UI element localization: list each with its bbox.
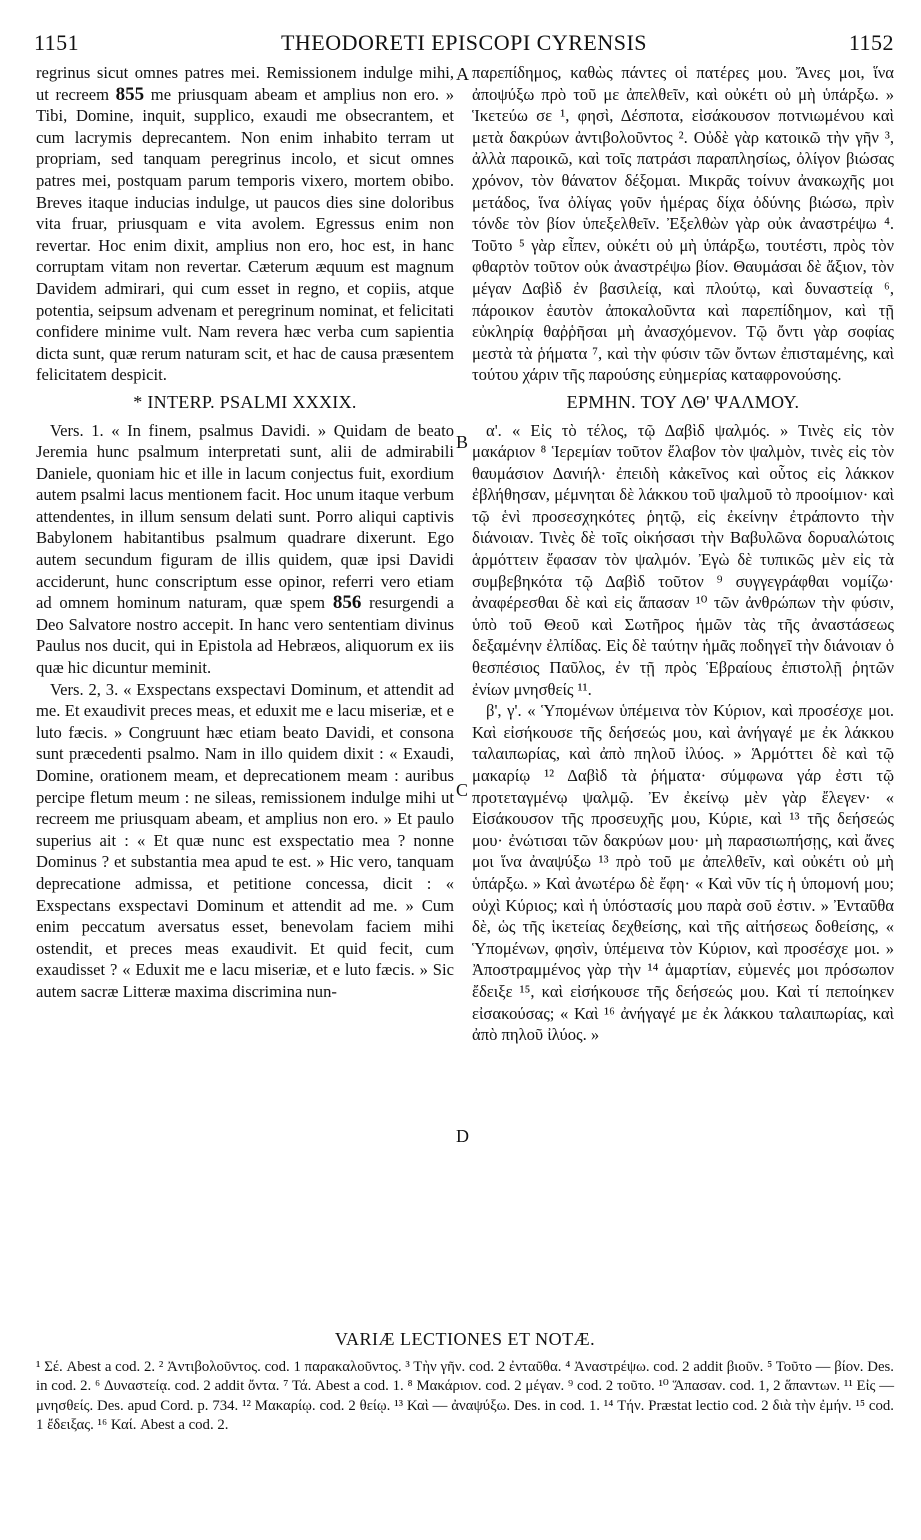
notes-heading: VARIÆ LECTIONES ET NOTÆ. [334,1329,596,1349]
greek-paragraph-1: παρεπίδημος, καθὼς πάντες οἱ πατέρες μου. Ἄνες μοι, ἵνα ἀποψύξω πρὸ τοῦ με ἀπελθεῖν, καὶ οὐκέτι οὐ μὴ ὑπάρξω. » Ἱκετεύω σε ¹, φησὶ, Δέσποτα, εἰσάκουσον ποτνιωμένου καὶ μετὰ δακρύων ἀντιβολοῦντος ². Οὐδὲ γὰρ κατοικῶ τὴν γῆν ³, ἀλλὰ παροικῶ, καὶ τοῖς πατράσι παραπλησίως, ὀλίγον βιώσας χρόνον, τὸν θάνατον δέξομαι. Μικρᾶς τοίνυν ἀνακωχῆς μοι μετάδος, ἵνα ὀλίγας γοῦν ἡμέρας δίχα ὀδύνης βιώσω, πρὶν τόνδε τὸν βίον ὑπεξελθεῖν. Ἐξελθὼν γὰρ οὐκ ἀναστρέψω ⁴. Τοῦτο ⁵ γὰρ εἶπεν, οὐκέτι οὐ μὴ ὑπάρξω, τουτέστι, πρὸς τὸν φθαρτὸν τοῦτον οὐκ ἀναστρέψω βίον. Θαυμάσαι δὲ ἄξιον, τὸν μέγαν Δαβὶδ ἐν βασιλείᾳ, καὶ πλούτῳ, καὶ δυναστείᾳ ⁶, πάροικον ἑαυτὸν ἀποκαλοῦντα καὶ παρεπίδημον, καὶ τῇ εὐκληρίᾳ θαῤῥῆσαι μὴ ἀνασχόμενον. Τῷ ὄντι γὰρ σοφίας μεστὰ τὰ ῥήματα ⁷, καὶ τὴν φύσιν τῶν ὄντων ἐπισταμένης, καὶ τούτου χάριν τῆς παρούσης εὐημερίας καταφρονούσης. [472,63,894,385]
running-title: THEODORETI EPISCOPI CYRENSIS [280,30,648,55]
margin-marker-b: B [456,432,469,452]
latin-text: me priusquam abeam et amplius non ero. » Tibi, Domine, inquit, supplico, exaudi me obsecrantem, et cum lacrymis deprecantem. Non enim inhabito terram ut propriam, sed tanquam peregrinus incolo, et sicut omnes patres mei, postquam parum temporis vixero, mortem obibo. Breves itaque inducias indulge, ut paucos dies sine doloribus vita fruar, priusquam e vita avolem. Egressus enim non revertar. Hoc enim dixit, amplius non ero, hoc est, in hanc corruptam vitam non revertar. Cæterum æquum est magnum Davidem admirari, qui cum esset in regno, et copiis, atque potentia, seipsum advenam et peregrinum nominat, et felicitati confidere minime vult. Nam revera hæc verba cum sapientia dicta sunt, quæ rerum naturam scit, et hac de causa præsentem felicitatem despicit. [36,84,455,385]
margin-marker-c: C [456,780,469,800]
page-number-right: 1152 [848,30,894,55]
running-header [34,30,894,60]
marginal-number: 855 [115,83,145,105]
latin-paragraph-3: Vers. 2, 3. « Exspectans exspectavi Dominum, et attendit ad me. Et exaudivit preces meas, et eduxit me e lacu miseriæ, et e luto fæcis. » Congruunt hæc etiam beato Davidi, et consona sunt præcedenti psalmo. Nam in illo quidem dixit : « Exaudi, Domine, orationem meam, et deprecationem meam : auribus percipe fletum meum : ne sileas, remissionem indulge mihi ut recreem me priusquam abeam, et amplius non ero. » Et paulo superius ait : « Et quæ nunc est exspectatio mea ? nonne Dominus ? et substantia mea apud te est. » Hic vero, tanquam deprecatione admissa, et petitione concessa, dicit : « Exspectans exspectavi Dominum et attendit ad me. » Cum enim peccatum aversatus esset, benevolam faciem mihi ostendit, et preces meas exaudivit. Et quid fecit, cum exaudisset ? « Eduxit me e lacu miseriæ, et e luto fæcis. » Sic autem sacræ Litteræ maxima discrimina nun- [36,679,454,1001]
greek-column [472,62,894,1046]
latin-column [36,62,454,1003]
notes-text: ¹ Σέ. Abest a cod. 2. ² Ἀντιβολοῦντος. cod. 1 παρακαλοῦντος. ³ Τὴν γῆν. cod. 2 ἐνταῦθα. ⁴ Ἀναστρέψω. cod. 2 addit βιοῦν. ⁵ Τοῦτο — βίον. Des. in cod. 2. ⁶ Δυναστείᾳ. cod. 2 addit ὄντα. ⁷ Τά. Abest a cod. 1. ⁸ Μακάριον. cod. 2 μέγαν. ⁹ cod. 2 τοῦτο. ¹⁰ Ἅπασαν. cod. 1, 2 ἅπαντων. ¹¹ Εἰς — μνησθείς. Des. apud Cord. p. 734. ¹² Μακαρίῳ. cod. 2 θείῳ. ¹³ Καὶ — ἀναψύξω. Des. in cod. 1. ¹⁴ Τήν. Præstat lectio cod. 2 διὰ τὴν ἐμήν. ¹⁵ cod. 1 ἔδειξας. ¹⁶ Καί. Abest a cod. 2. [36,1358,894,1433]
page-number-left: 1151 [34,30,80,55]
latin-paragraph-2 [36,420,454,679]
greek-paragraph-2: α'. « Εἰς τὸ τέλος, τῷ Δαβὶδ ψαλμός. » Τινὲς εἰς τὸν μακάριον ⁸ Ἱερεμίαν τοῦτον ἔλαβον τὸν ψαλμὸν, τινὲς εἰς τὸν θαυμάσιον Δανιήλ· ἐπειδὴ κἀκεῖνος καὶ οὗτος εἰς λάκκον ἐβλήθησαν, μέμνηται δὲ λάκκου τοῦ ψαλμοῦ τὸ προοίμιον· καὶ τῷ ἑνὶ προσεσχηκότες ῥητῷ, εἰς ἐκείνην ἐτράποντο τὴν διάνοιαν. Τινὲς δὲ τοῖς οἰκήσασι τὴν Βαβυλῶνα δορυαλώτοις ἁρμόττειν ἔφασαν τὸν ψαλμόν. Ἐγὼ δὲ τυπικῶς μὲν εἰς τὰ συμβεβηκότα τῷ Δαβὶδ τοῦτον ⁹ συγγεγράφθαι νομίζω· ἀναφέρεσθαι δὲ καὶ εἰς ἅπασαν ¹⁰ τῶν ἀνθρώπων τὴν φύσιν, ὑπὸ τοῦ Θεοῦ καὶ Σωτῆρος ἡμῶν τὰς τῆς ἀναστάσεως δεξαμένην ἐλπίδας. Εἰς δὲ ταύτην ἡμᾶς ποδηγεῖ τὴν διάνοιαν ὁ θεσπέσιος Παῦλος, ἐν τῇ πρὸς Ἑβραίους ἐπιστολῇ ῥητῶν ἐνίων μνησθείς ¹¹. [472,420,894,699]
latin-section-heading: * INTERP. PSALMI XXXIX. [133,391,357,412]
latin-paragraph-1 [36,62,454,386]
margin-marker-d: D [456,1126,469,1146]
greek-section-heading: ΕΡΜΗΝ. ΤΟΥ ΛΘ' ΨΑΛΜΟΥ. [566,391,800,412]
variant-readings-notes [36,1330,894,1436]
latin-text: Vers. 1. « In finem, psalmus Davidi. » Quidam de beato Jeremia hunc psalmum interpretati sunt, alii de admirabili Daniele, quoniam hic et ille in lacum conjectus fuit, exordium autem psalmi lacus mentionem facit. Hoc unum itaque verbum attendentes, in illum sensum delati sunt. Porro aliqui captivis Babylonem habitantibus psalmum quadrare dixerunt. Ego autem secundum figuram de illis quidem, quæ ipsi Davidi acciderunt, hunc conscriptum esse opinor, referri vero etiam ad omnem hominum naturam, quæ spem [36,420,454,613]
margin-marker-a: A [456,64,469,84]
marginal-number: 856 [332,592,362,614]
latin-text: regrinus sicut omnes patres mei. Remissionem indulge mihi, ut recreem [36,63,454,104]
greek-paragraph-3: β', γ'. « Ὑπομένων ὑπέμεινα τὸν Κύριον, καὶ προσέσχε μοι. Καὶ εἰσήκουσε τῆς δεήσεώς μου, καὶ ἀνήγαγέ με ἐκ λάκκου ταλαιπωρίας, καὶ ἀπὸ πηλοῦ ἰλύος. » Ἁρμόττει δὲ καὶ τῷ μακαρίῳ ¹² Δαβὶδ τὰ ῥήματα· σύμφωνα γάρ ἐστι τῷ προτεταγμένῳ ψαλμῷ. Ἐν ἐκείνῳ μὲν γὰρ ἔλεγεν· « Εἰσάκουσον τῆς προσευχῆς μου, Κύριε, καὶ ¹³ τῆς δεήσεώς μου· ἐνώτισαι τῶν δακρύων μου· μὴ παρασιωπήσῃς, καὶ ἄνες μοι ἵνα ἀναψύξω ¹³ πρὸ τοῦ με ἀπελθεῖν, καὶ οὐκέτι οὐ μὴ ὑπάρξω. » Καὶ ἀνωτέρω δὲ ἔφη· « Καὶ νῦν τίς ἡ ὑπομονή μου; οὐχὶ Κύριος; καὶ ἡ ὑπόστασίς μου παρὰ σοῦ ἐστιν. » Ἐνταῦθα δὲ, ὡς τῆς ἱκετείας δεχθείσης, καὶ τῆς αἰτήσεως δοθείσης, « Ὑπομένων, φησὶν, ὑπέμεινα τὸν Κύριον, καὶ προσέσχε μοι. » Ἀποστραμμένος γὰρ τὴν ¹⁴ ἁμαρτίαν, εὐμενές μοι πρόσωπον ἔδειξε ¹⁵, καὶ εἰσήκουσε τῆς δεήσεώς μου. Καὶ τί πεποίηκεν εἰσακούσας; « Καὶ ¹⁶ ἀνήγαγέ με ἐκ λάκκου ταλαιπωρίας, καὶ ἀπὸ πηλοῦ ἰλύος. » [472,701,894,1045]
latin-text: resurgendi a Deo Salvatore nostro accepit. In hanc vero sententiam divinus Paulus nos ducit, qui in Epistola ad Hebræos, aliquorum ex iis quæ hic dicuntur meminit. [36,593,454,678]
